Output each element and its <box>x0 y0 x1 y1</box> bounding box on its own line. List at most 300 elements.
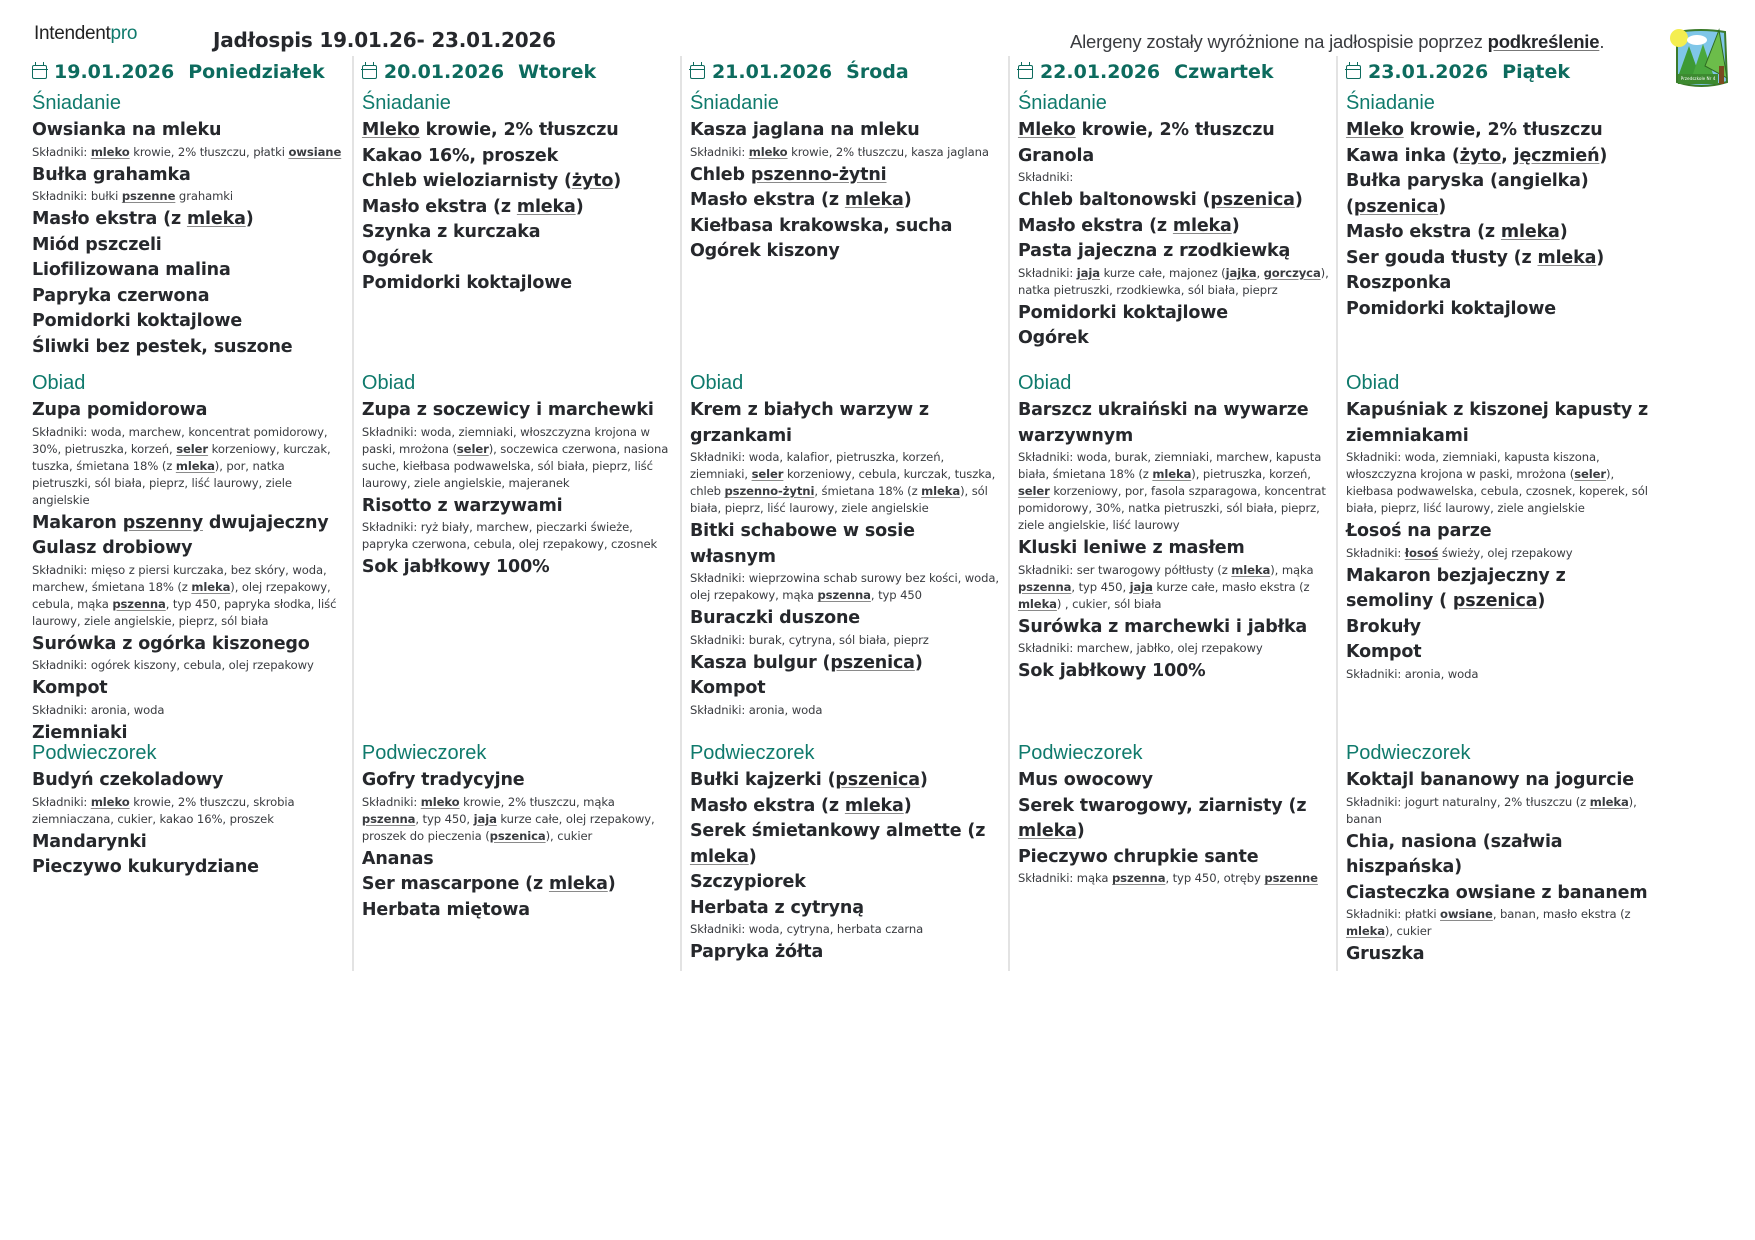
dish-ingredients <box>32 424 346 509</box>
text-run: Składniki: wieprzowina schab surowy bez kości, woda, olej rzepakowy, mąka <box>689 571 999 602</box>
text-run: Ananas <box>361 848 434 869</box>
text-run: Makaron <box>32 512 123 533</box>
text-run: ) <box>919 770 928 790</box>
text-run: Pomidorki koktajlowe <box>1017 302 1229 323</box>
allergen: pszenne <box>121 189 176 203</box>
dish-name <box>32 855 346 881</box>
calendar-icon <box>362 65 377 79</box>
dish-ingredients <box>32 702 346 719</box>
dish-name <box>362 555 674 581</box>
text-run: Surówka z marchewki i jabłka <box>1017 616 1308 637</box>
dish-ingredients <box>1346 666 1658 683</box>
day-heading <box>1018 56 1330 88</box>
text-run: Składniki: <box>1345 545 1405 560</box>
text-run: Pomidorki koktajlowe <box>1345 298 1557 319</box>
dish-name <box>1018 768 1330 794</box>
text-run: Kapuśniak z kiszonej kapusty z ziemniakami <box>1345 400 1649 446</box>
day-heading <box>690 56 1002 88</box>
allergen: pszenica <box>489 828 546 843</box>
text-run: Składniki: ser twarogowy półtłusty (z <box>1017 562 1232 577</box>
text-run: Składniki: ryż biały, marchew, pieczarki świeże, papryka czerwona, cebula, olej rzepakowy, czosnek <box>361 520 658 551</box>
text-run: Zupa pomidorowa <box>32 400 208 420</box>
text-run: Ogórek <box>361 247 433 268</box>
meal-label: Podwieczorek <box>689 742 815 764</box>
dish-ingredients <box>1346 545 1658 562</box>
text-run: Składniki: <box>361 794 421 809</box>
dish-name <box>362 398 674 424</box>
meal-label: Podwieczorek <box>1017 742 1143 764</box>
allergen: pszenica <box>1353 196 1439 217</box>
dish-ingredients <box>362 519 674 553</box>
text-run: , <box>1501 145 1514 166</box>
text-run: świeży, olej rzepakowy <box>1438 545 1573 560</box>
dish-ingredients <box>362 424 674 492</box>
allergen: mleka <box>1345 924 1385 938</box>
text-run: Składniki: płatki <box>1345 907 1441 921</box>
meal-label: Obiad <box>32 372 86 394</box>
text-run: ), por, natka pietruszki, sól biała, pieprz, liść laurowy, ziele angielskie <box>32 458 292 507</box>
text-run: Granola <box>1017 145 1094 166</box>
text-run: , typ 450, otręby <box>1165 871 1265 885</box>
dish-ingredients <box>1346 794 1658 828</box>
text-run: Masło ekstra (z <box>1345 222 1501 242</box>
text-run: dwujajeczny <box>202 512 329 533</box>
text-run: Składniki: <box>32 794 91 809</box>
text-run: ) <box>748 846 757 867</box>
text-run: Liofilizowana malina <box>32 260 231 280</box>
dish-name <box>1018 659 1330 685</box>
text-run: Kasza jaglana na mleku <box>689 120 920 140</box>
brand-logo <box>34 23 137 45</box>
text-run: Pomidorki koktajlowe <box>32 311 243 331</box>
text-run: Pomidorki koktajlowe <box>361 273 572 293</box>
dish-name <box>1346 297 1658 323</box>
text-run: ) <box>575 196 584 217</box>
dish-ingredients <box>32 794 346 828</box>
text-run: ) <box>1294 190 1303 210</box>
dish-name <box>690 651 1002 677</box>
dish-name <box>1346 118 1658 144</box>
dish-name <box>1018 144 1330 170</box>
text-run: Masło ekstra (z <box>1017 215 1173 236</box>
page-title: Jadłospis 19.01.26- 23.01.2026 <box>213 28 556 52</box>
text-run: Surówka z ogórka kiszonego <box>32 633 310 654</box>
text-run: Bułka grahamka <box>32 164 191 185</box>
text-run: ), cukier <box>1384 924 1432 938</box>
allergen: mleka <box>1500 222 1560 242</box>
dish-ingredients <box>690 632 1002 649</box>
text-run: Chleb baltonowski ( <box>1017 190 1211 210</box>
allergen: mleka <box>548 874 608 894</box>
dish-ingredients <box>1018 265 1330 299</box>
dish-name <box>32 207 346 233</box>
meal-breakfast <box>1018 88 1330 352</box>
text-run: ), kiełbasa podwawelska, cebula, czosnek, koperek, sól biała, pieprz, liść laurowy, ziele angielskie <box>1345 467 1648 515</box>
text-run: Szynka z kurczaka <box>361 222 541 242</box>
calendar-icon <box>1018 65 1033 79</box>
dish-name <box>690 870 1002 896</box>
allergen: pszenny <box>122 512 203 533</box>
dish-name <box>32 335 346 361</box>
text-run: Ziemniaki <box>32 722 128 743</box>
allergen: mleka <box>1017 596 1057 611</box>
text-run: ) <box>903 190 912 210</box>
text-run: Ser gouda tłusty (z <box>1345 247 1538 268</box>
text-run: Składniki: woda, marchew, koncentrat pomidorowy, 30%, pietruszka, korzeń, <box>32 424 328 456</box>
school-logo <box>1667 26 1735 94</box>
text-run: Składniki: aronia, woda <box>689 702 823 717</box>
text-run: ) <box>903 795 912 816</box>
allergen: Mleko <box>1345 120 1404 140</box>
allergen: Mleko <box>361 120 420 140</box>
dish-name <box>1018 536 1330 562</box>
dish-name <box>362 898 674 924</box>
dish-name <box>32 233 346 259</box>
text-run: Ogórek <box>1017 328 1089 348</box>
text-run: Papryka czerwona <box>32 285 210 306</box>
text-run: ) <box>245 209 254 229</box>
text-run: Składniki: jogurt naturalny, 2% tłuszczu (z <box>1345 794 1590 809</box>
text-run: ), sól biała, pieprz, liść laurowy, ziele angielskie <box>689 484 988 515</box>
allergen: mleka <box>689 846 749 867</box>
meal-label: Obiad <box>361 372 416 394</box>
dish-name <box>690 819 1002 870</box>
dish-name <box>1346 271 1658 297</box>
day-heading <box>32 56 346 88</box>
text-run: Kompot <box>1345 642 1422 662</box>
allergen: pszenica <box>830 652 915 673</box>
text-run: korzeniowy, por, fasola szparagowa, koncentrat pomidorowy, 30%, natka pietruszki, sól biała, pieprz, ziele angielskie, liść laurowy <box>1017 484 1326 532</box>
allergen: gorczyca <box>1263 265 1321 280</box>
dish-name <box>1018 398 1330 449</box>
allergen: seler <box>1017 484 1050 498</box>
dish-name <box>1346 640 1658 666</box>
meal-snack <box>32 738 346 881</box>
allergen: mleka <box>844 795 904 816</box>
dish-ingredients <box>362 794 674 845</box>
text-run: Masło ekstra (z <box>689 190 845 210</box>
text-run: Sok jabłkowy 100% <box>1017 661 1206 681</box>
meal-breakfast <box>362 88 674 297</box>
day-column <box>352 56 680 971</box>
calendar-icon <box>690 65 705 79</box>
allergen: owsiane <box>1440 907 1493 921</box>
dish-name <box>690 239 1002 265</box>
text-run: Chleb <box>689 164 751 185</box>
text-run: Kawa inka ( <box>1345 145 1460 166</box>
text-run: Masło ekstra (z <box>689 795 845 816</box>
dish-name <box>1018 239 1330 265</box>
text-run: ) , cukier, sól biała <box>1056 596 1162 611</box>
allergen: jęczmień <box>1513 145 1600 166</box>
dish-name <box>1346 398 1658 449</box>
dish-name <box>1346 220 1658 246</box>
dish-name <box>362 872 674 898</box>
text-run: krowie, 2% tłuszczu <box>1403 120 1603 140</box>
meal-label: Śniadanie <box>1017 92 1107 114</box>
text-run: ) <box>1231 215 1240 236</box>
day-date: 19.01.2026 <box>54 61 175 83</box>
text-run: korzeniowy, cebula, kurczak, tuszka, chleb <box>689 467 996 498</box>
dish-name <box>1018 326 1330 352</box>
text-run: Serek śmietankowy almette (z <box>689 821 986 841</box>
allergen: owsiane <box>288 144 342 159</box>
dish-name <box>32 830 346 856</box>
allergen: jaja <box>473 811 497 826</box>
dish-name <box>690 188 1002 214</box>
text-run: Składniki: mięso z piersi kurczaka, bez skóry, woda, marchew, śmietana 18% (z <box>32 562 327 594</box>
text-run: ), olej rzepakowy, cebula, mąka <box>32 579 331 611</box>
dish-name <box>690 398 1002 449</box>
text-run: kurze całe, masło ekstra (z <box>1152 579 1310 594</box>
dish-name <box>1018 301 1330 327</box>
text-run: Budyń czekoladowy <box>32 770 224 790</box>
dish-ingredients <box>690 921 1002 938</box>
brand-accent: pro <box>110 23 138 44</box>
meal-breakfast <box>1346 88 1658 322</box>
dish-name <box>1346 615 1658 641</box>
allergen: mleka <box>1231 562 1271 577</box>
allergen: seler <box>456 441 489 456</box>
text-run: Zupa z soczewicy i marchewki <box>361 400 654 420</box>
dish-ingredients <box>1018 562 1330 613</box>
text-run: Bułka paryska (angielka) ( <box>1345 171 1589 217</box>
dish-name <box>32 309 346 335</box>
meal-snack <box>362 738 674 923</box>
text-run: Masło ekstra (z <box>32 209 187 229</box>
meal-snack <box>1018 738 1330 889</box>
meal-label: Obiad <box>1017 372 1072 394</box>
text-run: kurze całe, majonez ( <box>1099 265 1226 280</box>
dish-name <box>690 519 1002 570</box>
day-date: 22.01.2026 <box>1039 61 1161 83</box>
text-run: Pieczywo kukurydziane <box>32 857 259 877</box>
dish-name <box>690 896 1002 922</box>
allergen: mleka <box>175 458 215 473</box>
dish-ingredients <box>690 449 1002 517</box>
allergen: mleko <box>748 144 788 159</box>
dish-ingredients <box>32 188 346 205</box>
text-run: Herbata z cytryną <box>689 897 864 918</box>
text-run: grahamki <box>175 189 234 203</box>
day-name: Środa <box>846 61 909 83</box>
text-run: Składniki: woda, cytryna, herbata czarna <box>689 922 924 936</box>
dish-name <box>1018 615 1330 641</box>
meal-breakfast <box>690 88 1002 265</box>
text-run: Mus owocowy <box>1017 770 1153 790</box>
meal-snack <box>1346 738 1658 968</box>
text-run: Pasta jajeczna z rzodkiewką <box>1017 241 1291 261</box>
text-run: ), banan <box>1345 794 1637 826</box>
text-run: Serek twarogowy, ziarnisty (z <box>1017 795 1307 816</box>
dish-name <box>362 220 674 246</box>
text-run: Składniki: mąka <box>1017 871 1112 885</box>
text-run: ) <box>1559 222 1568 242</box>
day-column <box>24 56 352 971</box>
text-run: Chleb wieloziarnisty ( <box>361 171 572 191</box>
day-name: Wtorek <box>518 61 597 83</box>
dish-ingredients <box>32 562 346 630</box>
dish-name <box>32 398 346 424</box>
text-run: Gruszka <box>1345 944 1425 964</box>
allergen: pszenna <box>112 596 166 611</box>
text-run: Łosoś na parze <box>1345 521 1492 541</box>
meal-lunch <box>32 368 346 746</box>
dish-name <box>1018 845 1330 871</box>
text-run: Papryka żółta <box>689 942 824 962</box>
dish-name <box>1346 942 1658 968</box>
dish-name <box>32 118 346 144</box>
text-run: krowie, 2% tłuszczu, mąka <box>459 794 615 809</box>
text-run: , śmietana 18% (z <box>814 484 922 498</box>
allergen: Mleko <box>1017 120 1076 140</box>
allergen: pszenna <box>1017 579 1072 594</box>
meal-lunch <box>1018 368 1330 685</box>
allergen-note-suffix: . <box>1599 31 1605 52</box>
text-run: Kluski leniwe z masłem <box>1017 538 1245 558</box>
dish-ingredients <box>690 570 1002 604</box>
text-run: Składniki: aronia, woda <box>1345 666 1479 681</box>
text-run: Mandarynki <box>32 831 147 852</box>
dish-ingredients <box>1018 640 1330 657</box>
allergen: mleka <box>1152 467 1192 481</box>
allergen: mleko <box>90 794 130 809</box>
dish-name <box>1346 519 1658 545</box>
meal-label: Podwieczorek <box>32 742 157 764</box>
text-run: Śliwki bez pestek, suszone <box>32 336 293 357</box>
allergen: seler <box>751 467 784 481</box>
text-run: , <box>1256 265 1264 280</box>
text-run: Gofry tradycyjne <box>361 770 525 790</box>
meal-label: Obiad <box>1345 372 1400 394</box>
text-run: Brokuły <box>1345 616 1421 637</box>
dish-name <box>690 163 1002 189</box>
allergen: mleka <box>516 196 576 217</box>
allergen: pszenno-żytni <box>724 484 815 498</box>
dish-ingredients <box>1346 906 1658 940</box>
text-run: Bułki kajzerki ( <box>689 770 836 790</box>
dish-name <box>1346 881 1658 907</box>
dish-name <box>690 794 1002 820</box>
allergen: mleka <box>186 209 246 229</box>
allergen-note-text: Alergeny zostały wyróżnione na jadłospisie poprzez <box>1070 31 1488 52</box>
dish-name <box>362 144 674 170</box>
dish-name <box>362 768 674 794</box>
text-run: Kompot <box>32 678 108 698</box>
dish-ingredients <box>1018 449 1330 534</box>
text-run: Składniki: aronia, woda <box>32 702 165 717</box>
dish-name <box>690 676 1002 702</box>
allergen: mleko <box>420 794 460 809</box>
allergen: pszenna <box>361 811 416 826</box>
text-run: Ciasteczka owsiane z bananem <box>1345 882 1648 903</box>
brand-name: Intendent <box>34 23 111 44</box>
day-date: 21.01.2026 <box>711 61 833 83</box>
dish-name <box>362 118 674 144</box>
text-run: krowie, 2% tłuszczu <box>1075 120 1275 140</box>
day-column <box>1336 56 1664 971</box>
dish-name <box>1018 794 1330 845</box>
text-run: ) <box>607 874 616 894</box>
calendar-icon <box>32 65 47 79</box>
day-name: Czwartek <box>1174 61 1274 83</box>
text-run: Risotto z warzywami <box>361 495 563 516</box>
allergen: mleka <box>1589 794 1629 809</box>
text-run: , typ 450, <box>1071 579 1130 594</box>
meal-label: Podwieczorek <box>361 742 487 764</box>
text-run: Składniki: ogórek kiszony, cebula, olej rzepakowy <box>32 658 314 672</box>
text-run: ) <box>613 171 622 191</box>
day-column <box>1008 56 1336 971</box>
text-run: Herbata miętowa <box>361 899 530 920</box>
allergen: seler <box>176 441 209 456</box>
text-run: Składniki: <box>1017 170 1074 184</box>
dish-name <box>1346 169 1658 220</box>
dish-ingredients <box>1346 449 1658 517</box>
dish-ingredients <box>32 144 346 161</box>
text-run: Składniki: burak, cytryna, sól biała, pieprz <box>689 632 929 647</box>
meal-label: Śniadanie <box>32 92 121 114</box>
week-menu <box>24 56 1664 971</box>
day-column <box>680 56 1008 971</box>
dish-name <box>32 163 346 189</box>
meal-label: Śniadanie <box>1345 92 1435 114</box>
day-heading <box>362 56 674 88</box>
meal-label: Śniadanie <box>689 92 779 114</box>
text-run: Składniki: woda, kalafior, pietruszka, korzeń, ziemniaki, <box>689 450 945 481</box>
day-heading <box>1346 56 1658 88</box>
text-run: Buraczki duszone <box>689 608 860 628</box>
text-run: Składniki: bułki <box>32 189 122 203</box>
dish-name <box>690 940 1002 966</box>
text-run: Koktajl bananowy na jogurcie <box>1345 770 1634 790</box>
text-run: ), natka pietruszki, rzodkiewka, sól biała, pieprz <box>1017 265 1329 297</box>
text-run: Owsianka na mleku <box>32 120 222 140</box>
text-run: Roszponka <box>1345 273 1452 293</box>
dish-name <box>32 632 346 658</box>
allergen: pszenno-żytni <box>750 164 887 185</box>
text-run: Gulasz drobiowy <box>32 538 193 558</box>
calendar-icon <box>1346 65 1361 79</box>
dish-name <box>32 511 346 537</box>
dish-name <box>32 536 346 562</box>
dish-name <box>690 214 1002 240</box>
allergen: mleka <box>1172 215 1232 236</box>
allergen: żyto <box>571 171 614 191</box>
meal-label: Obiad <box>689 372 744 394</box>
text-run: Kakao 16%, proszek <box>361 145 559 166</box>
text-run: Sok jabłkowy 100% <box>361 557 550 577</box>
text-run: Makaron bezjajeczny z semoliny ( <box>1345 565 1566 611</box>
text-run: Składniki: marchew, jabłko, olej rzepakowy <box>1017 641 1263 655</box>
text-run: , typ 450, papryka słodka, liść laurowy, ziele angielskie, pieprz, sól biała <box>32 596 337 628</box>
allergen: żyto <box>1459 145 1502 166</box>
allergen: pszenica <box>835 770 920 790</box>
allergen: pszenna <box>817 588 871 602</box>
allergen: mleka <box>1017 821 1077 841</box>
allergen: pszenna <box>1111 871 1166 885</box>
text-run: Krem z białych warzyw z grzankami <box>689 400 929 446</box>
dish-name <box>1346 768 1658 794</box>
dish-name <box>1346 830 1658 881</box>
dish-name <box>1018 214 1330 240</box>
allergen-note <box>1070 31 1604 53</box>
text-run: Składniki: woda, burak, ziemniaki, marchew, kapusta biała, śmietana 18% (z <box>1017 450 1322 481</box>
dish-name <box>1346 564 1658 615</box>
text-run: , typ 450 <box>870 588 922 602</box>
dish-ingredients <box>690 144 1002 161</box>
text-run: Składniki: woda, ziemniaki, kapusta kiszona, włoszczyzna krojona w paski, mrożona ( <box>1345 450 1600 481</box>
